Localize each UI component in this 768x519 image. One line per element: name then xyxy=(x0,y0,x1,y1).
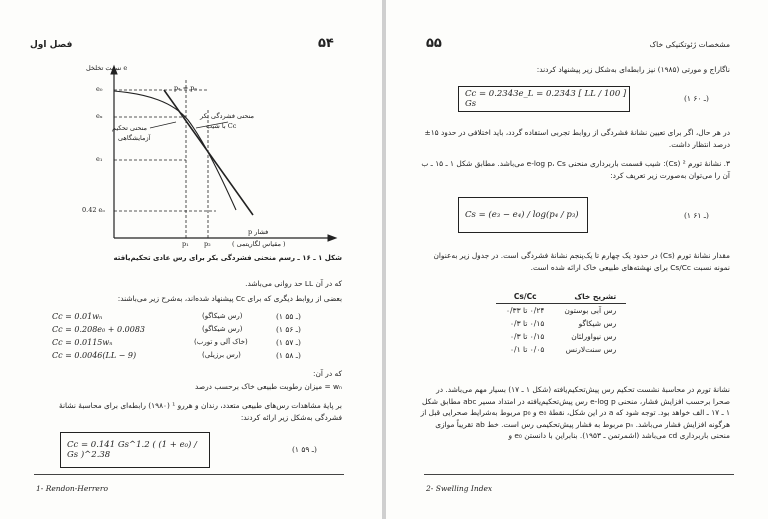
x-axis-label: فشار p xyxy=(248,228,269,236)
equation-soil: (رس برزیلی) xyxy=(202,351,241,359)
footnote-rule xyxy=(34,474,344,475)
y-tick-e0: e₀ xyxy=(96,85,103,93)
y-tick-ex: eₓ xyxy=(96,112,103,120)
footnote-rule xyxy=(424,474,734,475)
table-header: Cs/Cc xyxy=(496,290,554,304)
y-tick-e1: e₁ xyxy=(96,155,103,163)
x-axis-scale: ( مقیاس لگاریتمی ) xyxy=(232,240,286,248)
overconsolidated-text: نشانهٔ تورم در محاسبهٔ نشست تحکیم رس پیش‌تحکیم‌یافته (شکل ۱ ـ ۱۷) بسیار مهم می‌باشد. در صحرا برحسب افزایش فشار، منحنی e-log p رس پیش‌تحکیم‌یافته در امتداد مسیر abc مطابق شکل ۱ ـ ۱۷ ـ الف خواهد بود. توجه شود که a در این شکل، نقطهٔ e₀ و p₀ مربوط به‌شرایط صحرایی قبل از هرگونه افزایش فشار می‌باشد. pₙ مربوط به فشار پیش‌تحکیمی رس است. خط ab تقریباً موازی منحنی باربرداری cd می‌باشد (اشمرتمن ـ ۱۹۵۳). بنابراین با دانستن e₀ و xyxy=(420,385,730,440)
equation-61-box: Cs = (e₃ − e₄) / log(p₄ / p₃) xyxy=(458,197,588,233)
table-header: تشریح خاک xyxy=(554,290,626,304)
equation-row xyxy=(34,338,344,351)
equation-row xyxy=(34,312,344,325)
rendon-herrero-text: بر پایهٔ مشاهدات رس‌های طبیعی متعدد، رندان و هررو ¹ (۱۹۸۰) رابطه‌ای برای محاسبهٔ نشانهٔ فشردگی به‌شکل زیر ارائه کردند: xyxy=(59,401,342,422)
equation-61-number: (۱ ـ ۶۱) xyxy=(684,211,709,220)
equation-formula: Cc = 0.01wₙ xyxy=(52,312,103,321)
equation-row xyxy=(34,325,344,338)
wn-definition: wₙ = میزان رطوبت طبیعی خاک برحسب درصد xyxy=(194,382,342,391)
chapter-header: فصل اول xyxy=(30,40,73,50)
equation-number: (۱ ـ ۵۸) xyxy=(276,351,301,360)
right-page xyxy=(386,0,768,519)
table-row xyxy=(496,343,626,356)
annot-virgin-1: منحنی فشردگی بکر xyxy=(200,112,255,120)
cs-cc-ratio-text: مقدار نشانهٔ تورم (Cs) در حدود یک چهارم تا یک‌پنجم نشانهٔ فشردگی است. در جدول زیر به‌عنوان نمونه نسبت Cs/Cc برای نهشته‌های طبیعی خاک ارائه شده است. xyxy=(433,251,730,272)
equation-number: (۱ ـ ۵۷) xyxy=(276,338,301,347)
equation-number: (۱ ـ ۵۵) xyxy=(276,312,301,321)
equation-60-number: (۱ ـ ۶۰) xyxy=(684,94,709,103)
equation-60-box: Cc = 0.2343e_L = 0.2343 [ LL / 100 ] Gs xyxy=(458,86,630,112)
equation-list xyxy=(34,312,344,364)
running-title: مشخصات ژئوتکنیکی خاک xyxy=(649,40,730,49)
equation-soil: (رس شیکاگو) xyxy=(202,325,243,333)
error-range-text: در هر حال، اگر برای تعیین نشانهٔ فشردگی از روابط تجربی استفاده گردد، باید اختلافی در حدود ۱۵± درصد انتظار داشت. xyxy=(424,128,730,149)
equation-59-number: (۱ ـ ۵۹) xyxy=(292,445,317,454)
table-cell: ۰/۱۵ تا ۰/۳ xyxy=(510,332,545,341)
table-cell: ۰/۲۴ تا ۰/۳۳ xyxy=(506,306,545,315)
figure-caption: شکل ۱ ـ ۱۶ ـ رسم منحنی فشردگی بکر برای رس عادی تحکیم‌یافته xyxy=(113,254,342,262)
compression-curve-figure xyxy=(78,60,338,265)
page-number: ۵۵ xyxy=(426,36,442,51)
equation-formula: Cc = 0.208e₀ + 0.0083 xyxy=(52,325,146,334)
table-row xyxy=(496,330,626,343)
table-row xyxy=(496,317,626,330)
equation-59-box: Cc = 0.141 Gs^1.2 ( (1 + e₀) / Gs )^2.38 xyxy=(60,432,210,468)
equation-row xyxy=(34,351,344,364)
table-cell: رس سنت‌لارنس xyxy=(565,345,617,354)
ll-sentence: که در آن LL حد روانی می‌باشد. xyxy=(245,279,342,288)
page-number: ۵۴ xyxy=(318,36,334,51)
table-cell: رس آبی بوستون xyxy=(564,306,617,315)
table-header-row xyxy=(496,290,626,304)
x-tick-p2: p₂ xyxy=(204,240,211,248)
table-row xyxy=(496,304,626,318)
annot-virgin-2: با شیب Cc xyxy=(206,122,237,130)
lab-curve xyxy=(114,91,236,210)
y-tick-042e0: 0.42 eₒ xyxy=(82,206,105,214)
nagaraj-text: ناگاراج و مورتی (۱۹۸۵) نیز رابطه‌ای به‌شکل زیر پیشنهاد کردند: xyxy=(536,65,730,74)
footnote: 2- Swelling Index xyxy=(426,484,493,493)
left-page xyxy=(0,0,382,519)
cs-cc-table xyxy=(496,290,626,356)
table-cell: رس نیواورلئان xyxy=(571,332,617,341)
equation-number: (۱ ـ ۵۶) xyxy=(276,325,301,334)
equation-formula: Cc = 0.0046(LL − 9) xyxy=(52,351,137,360)
swelling-index-text: ۳. نشانهٔ تورم ² (Cs): شیب قسمت باربرداری منحنی e-log p، Cs می‌باشد. مطابق شکل ۱ ـ ۱۵ ـ ب آن را می‌توان به‌صورت زیر تعریف کرد: xyxy=(421,159,730,180)
annot-lab-2: آزمایشگاهی xyxy=(118,134,151,142)
x-tick-p1: p₁ xyxy=(182,240,189,248)
where-label: که در آن: xyxy=(312,369,342,378)
footnote: 1- Rendon-Herrero xyxy=(36,484,108,493)
other-relations-text: بعضی از روابط دیگری که برای Cc پیشنهاد شده‌اند، به‌شرح زیر می‌باشند: xyxy=(117,294,342,303)
equation-soil: (خاک آلی و تورب) xyxy=(194,338,248,346)
equation-formula: Cc = 0.0115wₙ xyxy=(52,338,113,347)
y-axis-label: e نسبت تخلخل xyxy=(86,64,128,72)
table-cell: ۰/۰۵ تا ۰/۱ xyxy=(510,345,545,354)
virgin-line xyxy=(164,90,253,215)
equation-soil: (رس شیکاگو) xyxy=(202,312,243,320)
table-cell: ۰/۱۵ تا ۰/۳ xyxy=(510,319,545,328)
annot-pc: pₐ = pₙ xyxy=(174,84,198,92)
table-cell: رس شیکاگو xyxy=(578,319,617,328)
annot-lab-1: منحنی تحکیم xyxy=(112,124,147,132)
